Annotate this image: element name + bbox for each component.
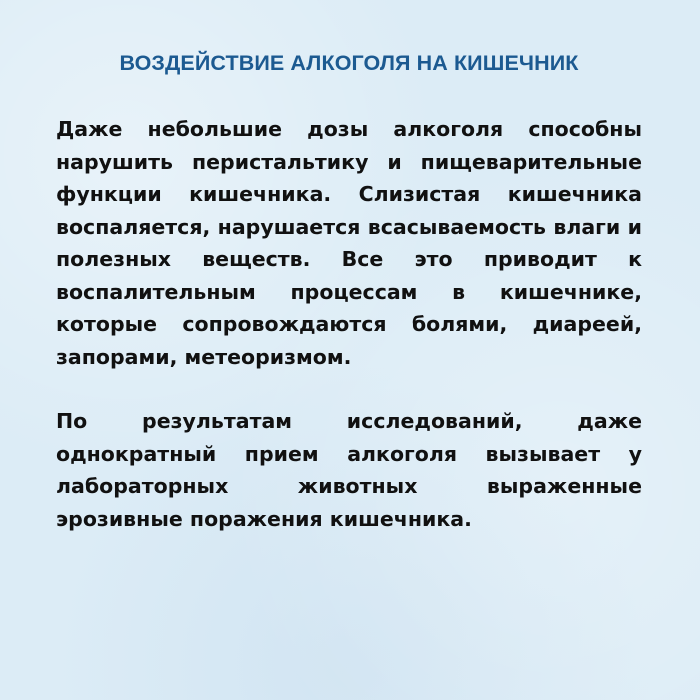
body-paragraph-research: По результатам исследований, даже однократный прием алкоголя вызывает у лабораторных животных выраженные эрозивные поражения кишечника. (56, 409, 642, 531)
body-paragraph-effects: Даже небольшие дозы алкоголя способны нарушить перистальтику и пищеварительные функции кишечника. Слизистая кишечника воспаляется, нарушается всасываемость влаги и полезных веществ. Все это приводит к воспалительным процессам в кишечнике, которые сопровождаются болями, диареей, запорами, метеоризмом. (56, 117, 642, 369)
page-title: ВОЗДЕЙСТВИЕ АЛКОГОЛЯ НА КИШЕЧНИК (119, 51, 579, 75)
